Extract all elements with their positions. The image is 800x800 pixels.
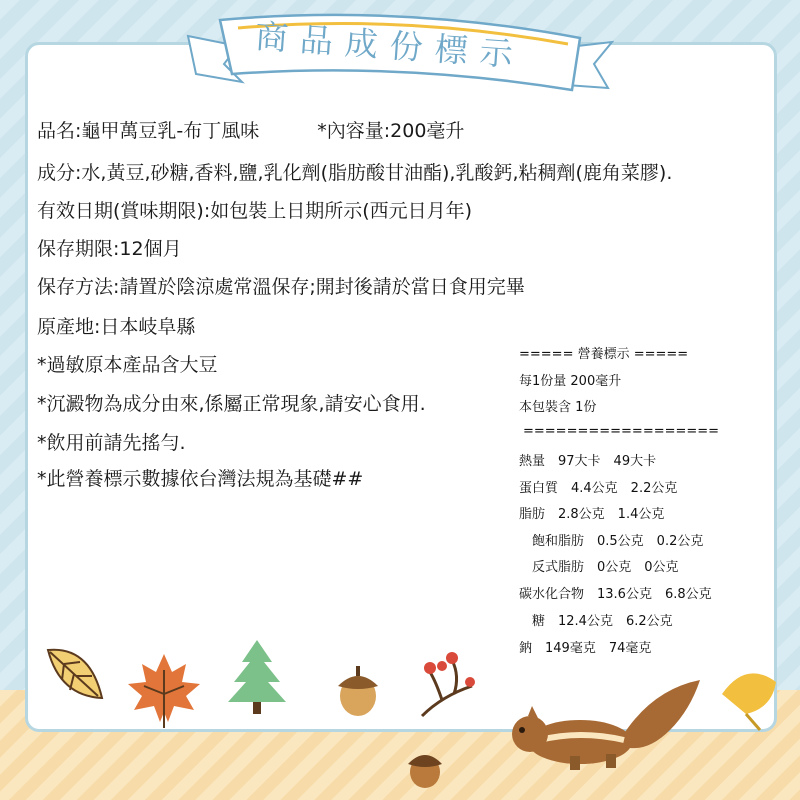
berry-branch-icon [412,646,482,726]
banner-title: 商品成份標示 [253,16,526,75]
expiry-line: 有效日期(賞味期限):如包裝上日期所示(西元日月年) [37,200,473,222]
allergen-line: *過敏原本產品含大豆 [37,354,218,376]
leaf-icon [40,640,110,710]
product-name: 品名:龜甲萬豆乳-布丁風味 [37,120,260,142]
tree-icon [222,636,292,716]
acorn-icon [328,660,388,720]
nutrition-servings: 本包裝含 1份 [519,400,597,415]
shake-line: *飲用前請先搖勻. [37,432,186,454]
sediment-line: *沉澱物為成分由來,係屬正常現象,請安心食用. [37,393,426,415]
acorn-icon [400,742,450,792]
nutrition-header: ===== 營養標示 ===== [519,347,689,362]
nutrition-row-energy: 熱量 97大卡 49大卡 [519,454,657,469]
nutrition-row-fat: 脂肪 2.8公克 1.4公克 [519,507,665,522]
squirrel-icon [500,670,710,780]
nutrition-row-carbohydrate: 碳水化合物 13.6公克 6.8公克 [519,587,712,602]
nutrition-row-sugar: 糖 12.4公克 6.2公克 [519,614,673,629]
product-name-line [37,116,464,143]
nutrition-row-protein: 蛋白質 4.4公克 2.2公克 [519,481,678,496]
volume: *內容量:200毫升 [317,120,465,142]
ginkgo-leaf-icon [712,664,782,734]
ingredients-line: 成分:水,黃豆,砂糖,香料,鹽,乳化劑(脂肪酸甘油酯),乳酸鈣,粘稠劑(鹿角菜膠). [37,162,673,184]
nutrition-row-sodium: 鈉 149毫克 74毫克 [519,641,652,656]
storage-line: 保存方法:請置於陰涼處常溫保存;開封後請於當日食用完畢 [37,276,525,298]
nutrition-row-saturated-fat: 飽和脂肪 0.5公克 0.2公克 [519,534,704,549]
nutrition-serving: 每1份量 200毫升 [519,374,622,389]
nutrition-divider: ================== [523,424,720,439]
origin-line: 原產地:日本岐阜縣 [37,316,196,338]
maple-leaf-icon [124,650,204,730]
nutrition-row-trans-fat: 反式脂肪 0公克 0公克 [519,560,679,575]
regulation-line: *此營養標示數據依台灣法規為基礎## [37,468,364,490]
shelf-life-line: 保存期限:12個月 [37,238,182,260]
